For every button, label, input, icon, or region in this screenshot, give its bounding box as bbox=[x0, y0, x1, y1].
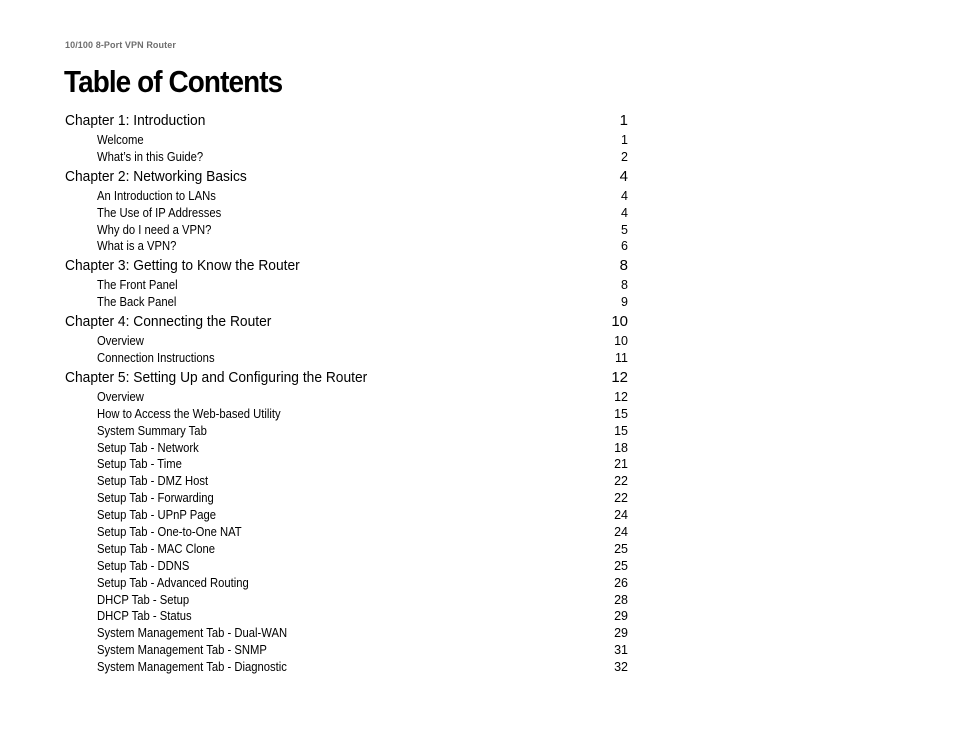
toc-entry-page-number: 10 bbox=[611, 313, 628, 331]
toc-entry-page-number: 11 bbox=[615, 351, 628, 366]
toc-entry-label: Setup Tab - Advanced Routing bbox=[97, 575, 249, 590]
toc-entry-label: Chapter 2: Networking Basics bbox=[65, 167, 247, 185]
toc-section-entry[interactable] bbox=[65, 575, 628, 592]
toc-entry-label: Setup Tab - DDNS bbox=[97, 558, 190, 573]
toc-section-entry[interactable] bbox=[65, 423, 628, 440]
toc-entry-label: Setup Tab - Time bbox=[97, 457, 182, 472]
toc-entry-page-number: 15 bbox=[614, 406, 628, 421]
toc-section-entry[interactable] bbox=[65, 541, 628, 558]
toc-section-entry[interactable] bbox=[65, 456, 628, 473]
toc-entry-label: The Front Panel bbox=[97, 278, 178, 293]
toc-entry-label: Chapter 1: Introduction bbox=[65, 112, 206, 129]
toc-entry-label: The Use of IP Addresses bbox=[97, 205, 222, 220]
toc-entry-label: Connection Instructions bbox=[97, 351, 215, 366]
toc-entry-label: Setup Tab - One-to-One NAT bbox=[97, 525, 242, 540]
toc-entry-label: Why do I need a VPN? bbox=[97, 222, 212, 237]
toc-entry-page-number: 31 bbox=[614, 643, 628, 658]
toc-entry-label: System Summary Tab bbox=[97, 423, 207, 438]
toc-entry-label: Setup Tab - UPnP Page bbox=[97, 508, 217, 523]
toc-entry-label: Chapter 3: Getting to Know the Router bbox=[65, 257, 300, 275]
toc-chapter-entry[interactable] bbox=[65, 311, 628, 333]
toc-entry-page-number: 8 bbox=[621, 278, 628, 293]
toc-entry-page-number: 25 bbox=[614, 541, 628, 556]
toc-section-entry[interactable] bbox=[65, 132, 628, 149]
toc-entry-label: DHCP Tab - Setup bbox=[97, 592, 190, 607]
toc-entry-page-number: 24 bbox=[614, 525, 628, 540]
toc-entry-page-number: 10 bbox=[614, 334, 628, 349]
toc-section-entry[interactable] bbox=[65, 406, 628, 423]
toc-section-entry[interactable] bbox=[65, 507, 628, 524]
toc-section-entry[interactable] bbox=[65, 558, 628, 575]
toc-entry-label: Chapter 4: Connecting the Router bbox=[65, 313, 272, 331]
toc-entry-page-number: 21 bbox=[614, 457, 628, 472]
toc-entry-page-number: 9 bbox=[621, 295, 628, 310]
toc-entry-page-number: 32 bbox=[614, 660, 628, 675]
toc-entry-page-number: 29 bbox=[614, 626, 628, 641]
toc-chapter-entry[interactable] bbox=[65, 367, 628, 389]
toc-section-entry[interactable] bbox=[65, 592, 628, 609]
toc-entry-label: An Introduction to LANs bbox=[97, 188, 216, 203]
toc-entry-page-number: 22 bbox=[614, 491, 628, 506]
toc-entry-page-number: 26 bbox=[614, 575, 628, 590]
toc-entry-page-number: 12 bbox=[614, 389, 628, 404]
toc-entry-page-number: 8 bbox=[619, 257, 628, 275]
toc-section-entry[interactable] bbox=[65, 625, 628, 642]
toc-entry-page-number: 12 bbox=[611, 368, 628, 386]
toc-section-entry[interactable] bbox=[65, 222, 628, 239]
toc-chapter-entry[interactable] bbox=[65, 166, 628, 188]
toc-section-entry[interactable] bbox=[65, 205, 628, 222]
toc-entry-label: Setup Tab - Network bbox=[97, 440, 199, 455]
toc-entry-page-number: 5 bbox=[621, 222, 628, 237]
toc-entry-label: Welcome bbox=[97, 133, 144, 147]
toc-entry-page-number: 1 bbox=[621, 133, 628, 147]
toc-entry-page-number: 2 bbox=[621, 149, 628, 164]
toc-section-entry[interactable] bbox=[65, 149, 628, 166]
toc-entry-page-number: 29 bbox=[614, 609, 628, 624]
toc-chapter-entry[interactable] bbox=[65, 110, 628, 132]
toc-chapter-entry[interactable] bbox=[65, 255, 628, 277]
toc-entry-label: Overview bbox=[97, 334, 144, 349]
toc-entry-label: System Management Tab - SNMP bbox=[97, 643, 267, 658]
toc-entry-page-number: 1 bbox=[619, 112, 628, 129]
toc-entry-label: The Back Panel bbox=[97, 295, 177, 310]
toc-section-entry[interactable] bbox=[65, 277, 628, 294]
page-header: 10/100 8-Port VPN Router bbox=[65, 40, 176, 50]
toc-entry-label: Setup Tab - DMZ Host bbox=[97, 474, 209, 489]
toc-section-entry[interactable] bbox=[65, 473, 628, 490]
toc-section-entry[interactable] bbox=[65, 608, 628, 625]
toc-entry-page-number: 25 bbox=[614, 558, 628, 573]
toc-section-entry[interactable] bbox=[65, 333, 628, 350]
toc-entry-label: What is a VPN? bbox=[97, 239, 177, 254]
table-of-contents bbox=[65, 110, 628, 676]
toc-entry-label: Overview bbox=[97, 389, 144, 404]
toc-entry-page-number: 4 bbox=[621, 205, 628, 220]
toc-section-entry[interactable] bbox=[65, 642, 628, 659]
toc-entry-page-number: 15 bbox=[614, 423, 628, 438]
toc-section-entry[interactable] bbox=[65, 524, 628, 541]
toc-entry-label: System Management Tab - Diagnostic bbox=[97, 660, 287, 675]
toc-entry-label: Chapter 5: Setting Up and Configuring the Router bbox=[65, 368, 368, 386]
toc-entry-page-number: 4 bbox=[619, 167, 628, 185]
toc-entry-label: Setup Tab - MAC Clone bbox=[97, 541, 215, 556]
toc-entry-label: How to Access the Web-based Utility bbox=[97, 406, 281, 421]
toc-entry-label: DHCP Tab - Status bbox=[97, 609, 192, 624]
toc-section-entry[interactable] bbox=[65, 238, 628, 255]
toc-entry-page-number: 18 bbox=[614, 440, 628, 455]
toc-entry-page-number: 22 bbox=[614, 474, 628, 489]
toc-entry-label: Setup Tab - Forwarding bbox=[97, 491, 214, 506]
toc-section-entry[interactable] bbox=[65, 440, 628, 457]
page-title: Table of Contents bbox=[64, 64, 283, 99]
toc-entry-label: System Management Tab - Dual-WAN bbox=[97, 626, 288, 641]
toc-entry-page-number: 6 bbox=[621, 239, 628, 254]
toc-section-entry[interactable] bbox=[65, 659, 628, 676]
toc-entry-label: What’s in this Guide? bbox=[97, 149, 204, 164]
toc-section-entry[interactable] bbox=[65, 350, 628, 367]
toc-section-entry[interactable] bbox=[65, 294, 628, 311]
toc-section-entry[interactable] bbox=[65, 389, 628, 406]
toc-section-entry[interactable] bbox=[65, 490, 628, 507]
toc-entry-page-number: 4 bbox=[621, 188, 628, 203]
toc-entry-page-number: 28 bbox=[614, 592, 628, 607]
toc-entry-page-number: 24 bbox=[614, 508, 628, 523]
toc-section-entry[interactable] bbox=[65, 188, 628, 205]
